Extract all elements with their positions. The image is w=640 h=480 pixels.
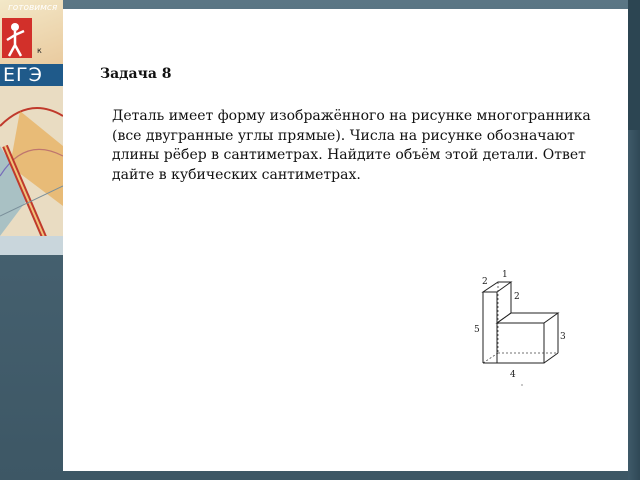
ege-logo: ЕГЭ	[0, 64, 63, 86]
label-upper-height: 2	[514, 292, 520, 302]
label-block-height: 3	[560, 332, 566, 342]
right-edge-strip	[628, 0, 640, 480]
label-total-height: 5	[474, 325, 480, 335]
label-top-width: 1	[502, 270, 508, 280]
ege-banner	[0, 0, 63, 255]
math-decoration-icon	[0, 86, 63, 255]
label-top-depth: 2	[482, 277, 488, 287]
speck	[521, 384, 523, 386]
task-title: Задача 8	[100, 66, 172, 82]
right-edge-corner	[628, 0, 640, 130]
label-block-width: 4	[510, 370, 516, 380]
polyhedron-figure	[470, 265, 580, 385]
person-icon	[2, 18, 32, 58]
banner-preposition: к	[37, 46, 42, 55]
banner-slogan: готовимся	[8, 3, 58, 13]
task-statement: Деталь имеет форму изображённого на рисунке многогранника (все двугранные углы прямые). Числа на рисунке обозначают длины рёбер в сантиметрах. Найдите объём этой детали. Ответ дайте в кубических сантиметрах.	[112, 108, 591, 183]
